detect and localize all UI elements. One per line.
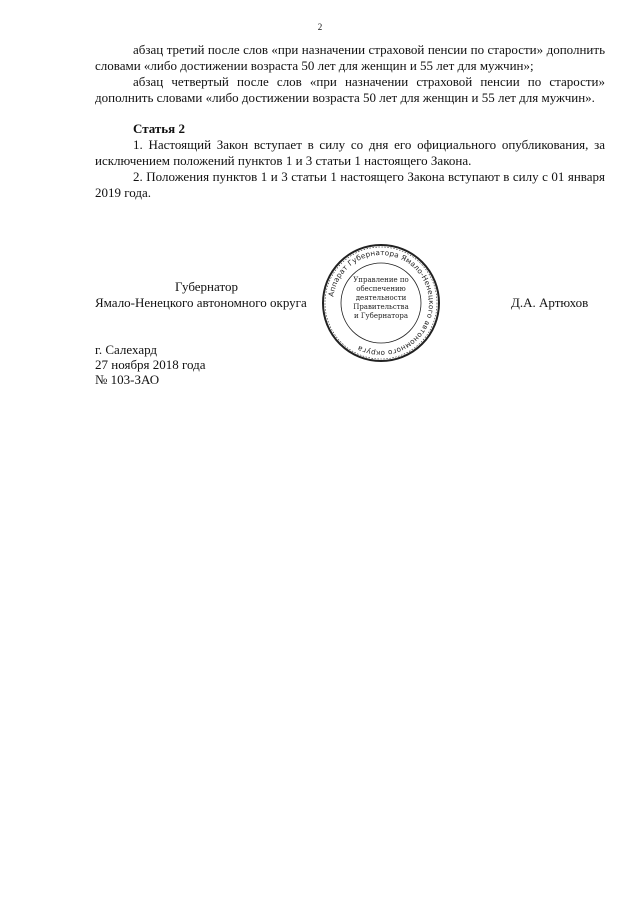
place-of-signing: г. Салехард [95, 342, 158, 357]
seal-line: Управление по [353, 276, 409, 284]
paragraph-fourth-clause: абзац четвертый после слов «при назначении страховой пенсии по старости» дополнить словами «либо достижении возраста 50 лет для женщин и 55 лет для мужчин». [95, 74, 605, 105]
page-number: 2 [317, 22, 323, 32]
seal-center-text [346, 276, 416, 321]
signature-title: Губернатор [175, 279, 238, 294]
paragraph-third-clause: абзац третий после слов «при назначении страховой пенсии по старости» дополнить словами «либо достижении возраста 50 лет для женщин и 55 лет для мужчин»; [95, 42, 605, 73]
article-2-heading: Статья 2 [133, 121, 185, 136]
seal-line: Правительства [353, 303, 409, 311]
amendment-text [95, 42, 605, 201]
signature-name: Д.А. Артюхов [511, 295, 589, 310]
seal-line: обеспечению [356, 285, 406, 293]
document-footer [95, 342, 206, 387]
seal-ring-text: Аппарат Губернатора Ямало-Ненецкого автономного округа [326, 247, 437, 359]
seal-line: и Губернатора [353, 312, 409, 320]
article-2-item-2: 2. Положения пунктов 1 и 3 статьи 1 настоящего Закона вступают в силу с 01 января 2019 года. [95, 169, 605, 200]
article-2-item-1: 1. Настоящий Закон вступает в силу со дня его официального опубликования, за исключением положений пунктов 1 и 3 статьи 1 настоящего Закона. [95, 137, 605, 168]
seal-line: деятельности [355, 294, 407, 302]
signature-organization: Ямало-Ненецкого автономного округа [95, 295, 307, 310]
law-number: № 103-ЗАО [95, 372, 160, 387]
signing-date: 27 ноября 2018 года [95, 357, 206, 372]
